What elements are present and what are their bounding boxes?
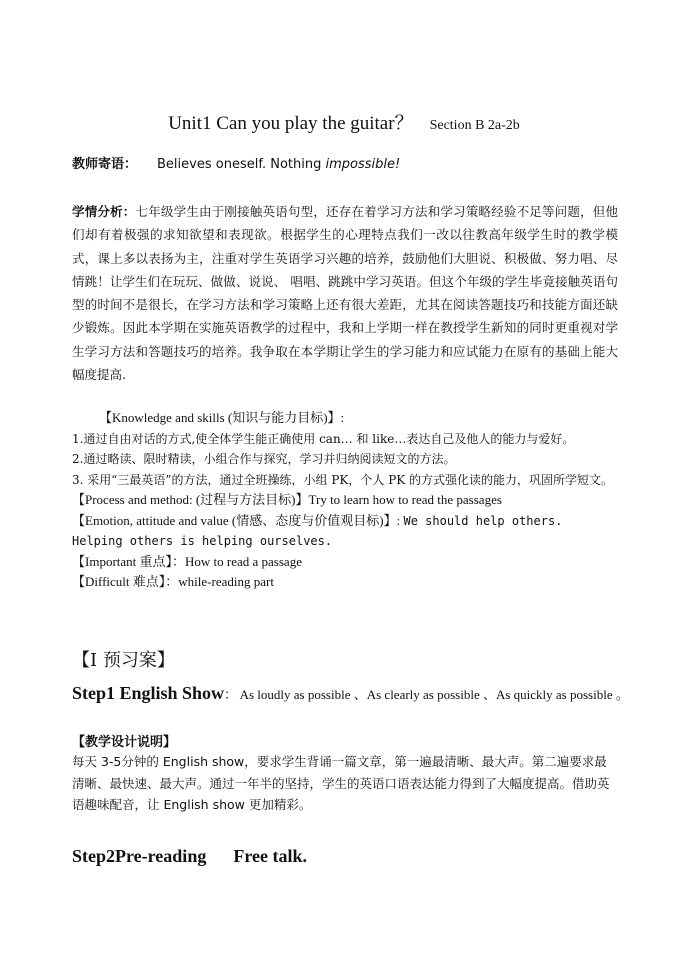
emotion-objective	[72, 511, 618, 552]
analysis-label: 学情分析：	[72, 204, 136, 219]
lesson-section: Section B 2a-2b	[429, 118, 520, 133]
step1-english-show	[72, 678, 632, 710]
step1-colon: ：	[224, 687, 238, 702]
lesson-title	[0, 108, 688, 135]
motto-text: Believes oneself. Nothing	[157, 157, 326, 172]
step1-heading: Step1 English Show	[72, 683, 225, 703]
student-analysis	[72, 200, 618, 386]
analysis-text: 七年级学生由于刚接触英语句型，还存在着学习方法和学习策略经验不足等问题，但他们却有着极强的求知欲望和表现欲。根据学生的心理特点我们一改以往教高年级学生时的教学模式，课上多以表扬为主，注重对学生英语学习兴趣的培养，鼓励他们大胆说、积极做、努力唱、尽情跳！让学生们在玩玩、做做、说说、 唱唱、跳跳中学习英语。但这个年级的学生毕竟接触英语句型的时间不是很长，在学习方法和学习策略上还有很大差距，尤其在阅读答题技巧和技能方面还缺少锻炼。因此本学期在实施英语教学的过程中，我和上学期一样在教授学生新知的同时更重视对学生学习方法和答题技巧的培养。我争取在本学期让学生的学习能力和应试能力在原有的基础上能大幅度提高.	[72, 204, 618, 383]
important-point: 【Important 重点】：How to read a passage	[72, 553, 302, 569]
step2-heading: Step2Pre-reading Free talk.	[72, 846, 307, 866]
design-note-label: 【教学设计说明】	[72, 735, 177, 750]
step1-description: As loudly as possible 、As clearly as possible 、As quickly as possible 。	[237, 687, 629, 702]
emotion-text: We should help others. Helping others is helping ourselves.	[72, 513, 563, 548]
lesson-title-main: Unit1 Can you play the guitar？	[168, 113, 414, 134]
objective-item-2: 2.通过略读、限时精读，小组合作与探究，学习并归纳阅读短文的方法。	[72, 452, 456, 466]
difficult-point: 【Difficult 难点】：while-reading part	[72, 574, 274, 589]
motto-emphasis: impossible!	[325, 157, 401, 172]
teaching-objectives	[72, 408, 618, 593]
teacher-motto	[72, 153, 632, 172]
process-method: 【Process and method: (过程与方法目标)】Try to learn how to read the passages	[72, 492, 502, 507]
design-note-text: 每天 3-5分钟的 English show，要求学生背诵一篇文章，第一遍最清晰、最大声。第二遍要求最清晰、最快速、最大声。通过一年半的坚持，学生的英语口语表达能力得到了大幅度提高。借助英语趣味配音，让 English show 更加精彩。	[72, 754, 610, 813]
objective-item-3: 3. 采用“三最英语”的方法，通过全班操练，小组 PK，个人 PK 的方式强化读的能力，巩固所学短文。	[72, 472, 614, 487]
emotion-heading: 【Emotion, attitude and value (情感、态度与价值观目标)】:	[72, 512, 404, 528]
objective-item-1: 1.通过自由对话的方式,使全体学生能正确使用 can… 和 like…表达自己及他人的能力与爱好。	[72, 431, 575, 446]
preview-section-heading: 【I 预习案】	[72, 650, 175, 671]
motto-label: 教师寄语：	[72, 157, 138, 172]
knowledge-heading: 【Knowledge and skills (知识与能力目标)】:	[99, 410, 345, 425]
